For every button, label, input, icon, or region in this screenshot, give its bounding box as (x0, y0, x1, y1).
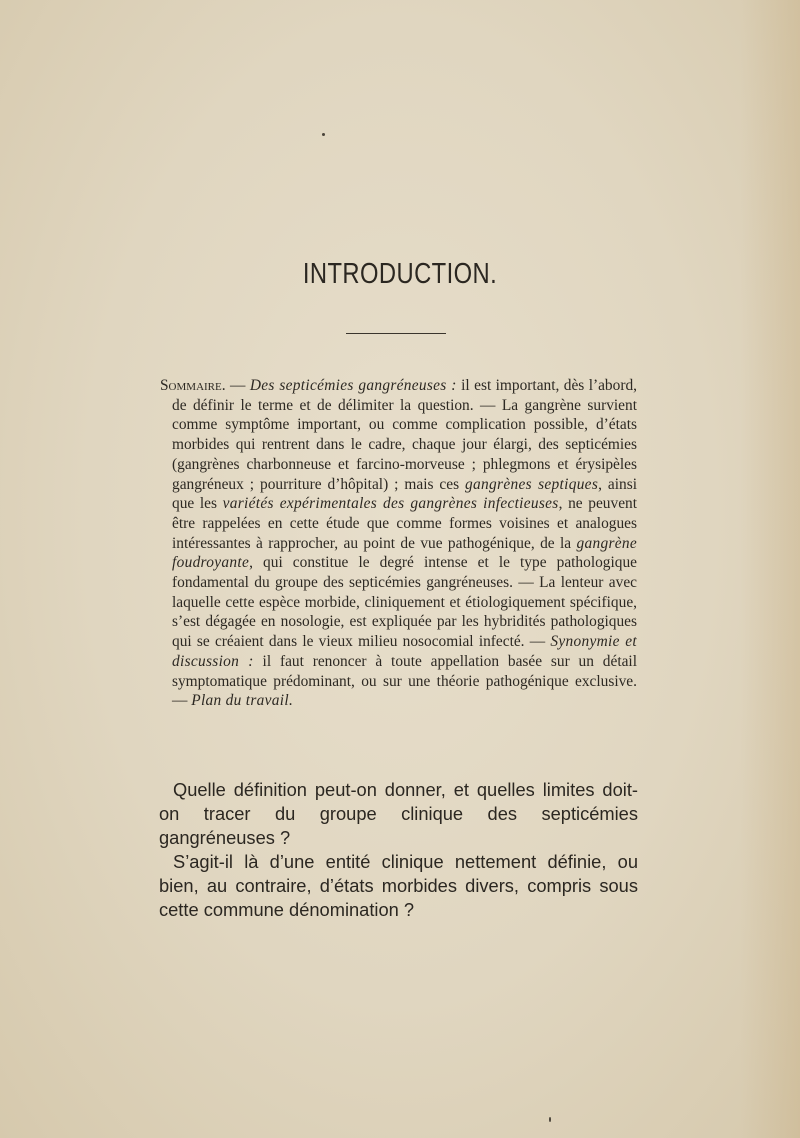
page-title: INTRODUCTION. (302, 258, 498, 290)
summary-text-5: il faut renoncer à toute appellation basée sur un détail symptomatique prédominant, ou sur une théorie pathogénique exclusive. — (172, 652, 637, 710)
summary-dash: — (225, 377, 250, 394)
title-divider (346, 333, 446, 334)
summary-term-5: Plan du travail. (191, 692, 294, 710)
summary-topic: Des septicémies gangréneuses : (249, 377, 457, 394)
paper-speck (322, 133, 325, 136)
body-paragraph-2: S’agit-il là d’une entité clinique nettement définie, ou bien, au contraire, d’états morbides divers, compris sous cette commune dénomination ? (159, 851, 638, 920)
summary-lead: Sommaire. (160, 377, 226, 394)
summary-term-2: variétés expérimentales des gangrènes infectieuses (222, 495, 559, 513)
paper-speck (549, 1117, 551, 1122)
summary-term-1: gangrènes septiques (465, 475, 599, 493)
body-text (159, 778, 638, 922)
summary-term-3: gangrène foudroyante (172, 534, 637, 572)
body-paragraph-1: Quelle définition peut-on donner, et quelles limites doit-on tracer du groupe clinique des septicémies gangréneuses ? (159, 779, 638, 848)
summary-text-1: il est important, dès l’abord, de définir le terme et de délimiter la question. — La gangrène survient comme symptôme important, ou comme complication possible, d’états morbides qui rentrent dans le cadre, chaque jour élargi, des septicémies (gangrènes charbonneuse et farcino-morveuse ; phlegmons et érysipèles gangréneux ; pourriture d’hôpital) ; mais ces (172, 377, 637, 493)
summary-block (160, 376, 637, 711)
summary-term-4: Synonymie et discussion : (172, 633, 637, 670)
summary-text-3: , ne peuvent être rappelées en cette étude que comme formes voisines et analogues intéressantes à rapprocher, au point de vue pathogénique, de la (172, 495, 637, 552)
summary-text-4: , qui constitue le degré intense et le type pathologique fondamental du groupe des septicémies gangréneuses. — La lenteur avec laquelle cette espèce morbide, cliniquement et étiologiquement spécifique, s’est dégagée en nosologie, est expliquée par les hybridités pathologiques qui se créaient dans le vieux milieu nosocomial infecté. — (172, 554, 637, 651)
summary-text-2: , ainsi que les (172, 475, 637, 513)
